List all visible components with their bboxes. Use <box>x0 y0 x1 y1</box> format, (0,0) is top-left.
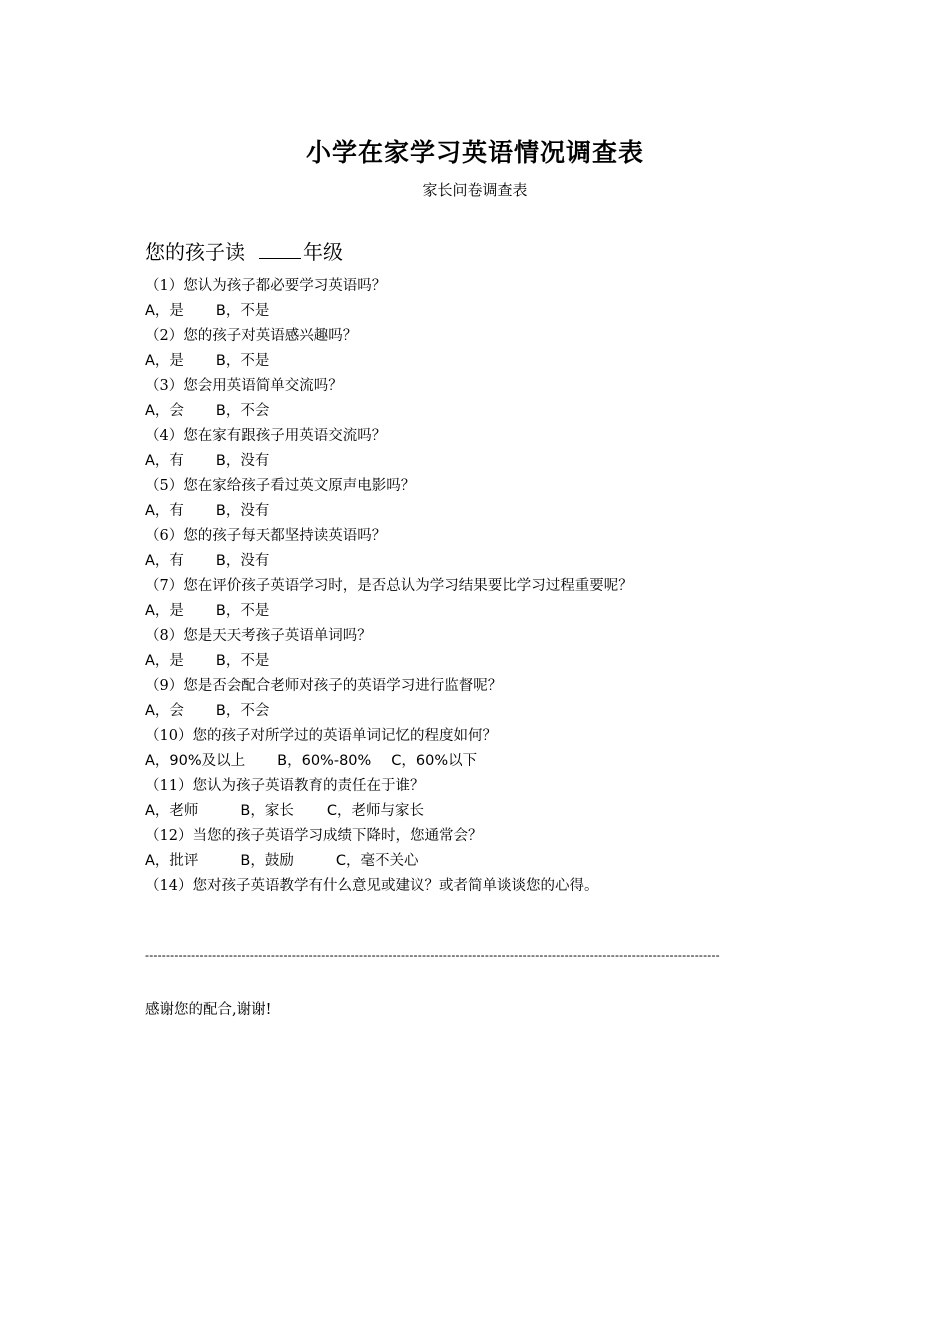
answer-option[interactable]: B，60%-80% <box>277 753 372 769</box>
answer-option[interactable]: A，是 <box>145 603 184 619</box>
question-text: （3）您会用英语简单交流吗？ <box>145 378 343 394</box>
grade-line <box>145 236 343 265</box>
answer-option[interactable]: C，毫不关心 <box>335 853 419 869</box>
answer-option[interactable]: A，老师 <box>145 803 199 819</box>
answer-option[interactable]: A，会 <box>145 703 184 719</box>
page-title: 小学在家学习英语情况调查表 <box>305 138 644 167</box>
answer-option[interactable]: C，老师与家长 <box>326 803 424 819</box>
answer-options <box>145 650 845 675</box>
answer-options <box>145 450 845 475</box>
answer-option[interactable]: B，不是 <box>215 353 270 369</box>
answer-option[interactable]: A，是 <box>145 303 184 319</box>
answer-option[interactable]: C，60%以下 <box>391 753 478 769</box>
question-text: （5）您在家给孩子看过英文原声电影吗？ <box>145 478 416 494</box>
answer-option[interactable]: A，有 <box>145 503 184 519</box>
answer-option[interactable]: A，90%及以上 <box>145 753 246 769</box>
answer-option[interactable]: B，家长 <box>240 803 294 819</box>
answer-option[interactable]: B，鼓励 <box>240 853 294 869</box>
question-text: （4）您在家有跟孩子用英语交流吗？ <box>145 428 387 444</box>
answer-option[interactable]: B，没有 <box>215 503 270 519</box>
divider-line: ----------------------------------------------------------------------------------------------------------------------------------------- <box>145 948 720 962</box>
answer-options <box>145 300 845 325</box>
page-subtitle: 家长问卷调查表 <box>422 181 528 199</box>
question-text: （8）您是天天考孩子英语单词吗？ <box>145 628 372 644</box>
answer-option[interactable]: B，不是 <box>215 303 270 319</box>
answer-options <box>145 850 845 875</box>
question-text: （6）您的孩子每天都坚持读英语吗？ <box>145 528 387 544</box>
answer-options <box>145 800 845 825</box>
question-text: （11）您认为孩子英语教育的责任在于谁？ <box>145 778 425 794</box>
answer-option[interactable]: A，批评 <box>145 853 199 869</box>
answer-option[interactable]: A，有 <box>145 553 184 569</box>
question-text: （14）您对孩子英语教学有什么意见或建议？或者简单谈谈您的心得。 <box>145 878 599 894</box>
answer-option[interactable]: B，不是 <box>215 603 270 619</box>
answer-option[interactable]: A，是 <box>145 653 184 669</box>
answer-options <box>145 600 845 625</box>
answer-option[interactable]: A，有 <box>145 453 184 469</box>
answer-option[interactable]: B，没有 <box>215 553 270 569</box>
answer-options <box>145 500 845 525</box>
answer-option[interactable]: B，不是 <box>215 653 270 669</box>
grade-prefix: 您的孩子读 <box>145 240 245 264</box>
question-text: （10）您的孩子对所学过的英语单词记忆的程度如何？ <box>145 728 497 744</box>
grade-suffix: 年级 <box>303 240 343 264</box>
answer-option[interactable]: B，不会 <box>215 703 270 719</box>
answer-options <box>145 350 845 375</box>
thanks-text: 感谢您的配合,谢谢! <box>145 1002 272 1018</box>
question-text: （7）您在评价孩子英语学习时，是否总认为学习结果要比学习过程重要呢？ <box>145 578 633 594</box>
answer-options <box>145 750 845 775</box>
answer-options <box>145 550 845 575</box>
question-text: （12）当您的孩子英语学习成绩下降时，您通常会？ <box>145 828 483 844</box>
answer-option[interactable]: B，不会 <box>215 403 270 419</box>
grade-blank[interactable] <box>259 240 301 259</box>
answer-options <box>145 700 845 725</box>
question-text: （9）您是否会配合老师对孩子的英语学习进行监督呢？ <box>145 678 503 694</box>
answer-option[interactable]: A，会 <box>145 403 184 419</box>
answer-option[interactable]: A，是 <box>145 353 184 369</box>
answer-options <box>145 400 845 425</box>
answer-option[interactable]: B，没有 <box>215 453 270 469</box>
question-text: （1）您认为孩子都必要学习英语吗？ <box>145 278 387 294</box>
question-text: （2）您的孩子对英语感兴趣吗？ <box>145 328 358 344</box>
question-list <box>145 275 845 900</box>
